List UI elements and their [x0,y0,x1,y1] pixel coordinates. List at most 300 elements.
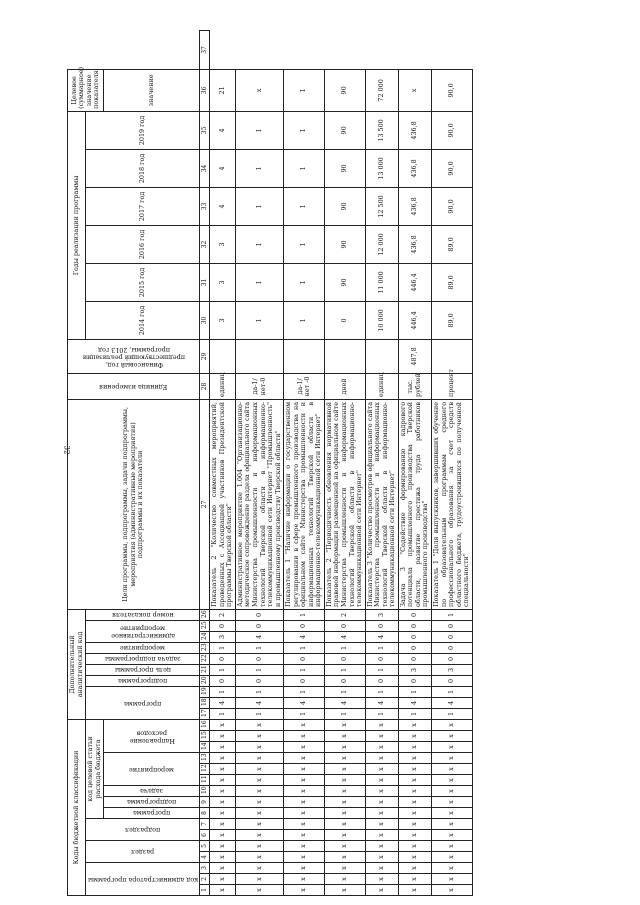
code-cell: 0 [210,675,236,686]
code-cell: х [398,719,431,730]
target-final-header: Целевое (суммарное) значение показателя [68,69,104,111]
year-value-cell: 13 000 [365,149,398,187]
code-cell: х [284,764,325,775]
code-cell: х [432,764,473,775]
target-value-cell: 1 [284,69,325,111]
year-value-cell: 90 [324,149,365,187]
year-value-cell: 1 [235,187,283,225]
code-cell: х [324,797,365,808]
code-cell: х [432,753,473,764]
code-cell: 4 [324,697,365,708]
unit-cell: процент [432,373,473,399]
code-cell: 1 [210,642,236,653]
value-header: значение [104,69,200,111]
code-cell: 4 [210,697,236,708]
code-cell: х [324,830,365,841]
code-cell: 1 [432,609,473,620]
code-cell: х [432,841,473,852]
year-value-cell: 90,0 [432,111,473,149]
code-cell: х [284,874,325,885]
code-cell: х [398,764,431,775]
code-cell: 4 [284,697,325,708]
code-cell: х [284,797,325,808]
code-cell: х [432,742,473,753]
code-cell: х [432,775,473,786]
column-number: 7 [200,819,210,830]
code-cell: х [324,764,365,775]
code-cell: х [324,885,365,896]
year-value-cell: 90 [324,111,365,149]
unit-cell: единиц [365,373,398,399]
code-cell: 2 [324,609,365,620]
indicator-text: Показатель 2 "Количество совместных мероприятий, проведенных с Ассоциацией участников Президентской программы Тверской области" [210,399,236,609]
column-number: 30 [200,301,210,339]
code-cell: х [324,731,365,742]
year-value-cell: 12 500 [365,187,398,225]
code-cell: х [432,874,473,885]
code-cell: х [210,775,236,786]
column-numbers-row [200,31,210,896]
code-cell: х [432,786,473,797]
code-cell: 0 [365,675,398,686]
column-number: 4 [200,852,210,863]
prog-goal-header: цель программы [114,665,171,674]
code-cell: х [365,786,398,797]
target-value-cell: 90 [324,69,365,111]
code-cell: х [284,852,325,863]
code-cell: х [398,753,431,764]
code-cell: 1 [365,642,398,653]
code-cell: х [398,830,431,841]
code-cell: х [398,775,431,786]
code-cell: х [365,863,398,874]
code-cell: х [324,719,365,730]
year-value-cell: 4 [210,111,236,149]
code-cell: х [365,719,398,730]
event-header: мероприятие [129,765,175,774]
unit-cell: единиц [210,373,236,399]
code-cell: х [324,786,365,797]
code-cell: 0 [398,631,431,642]
indicator-no-header: номер показателя [111,610,174,619]
code-cell: х [210,808,236,819]
column-number: 27 [200,399,210,609]
code-cell: х [235,764,283,775]
code-cell: х [284,841,325,852]
code-cell: х [235,819,283,830]
code-cell: х [235,786,283,797]
column-number: 21 [200,664,210,675]
code-cell: 0 [365,653,398,664]
code-cell: х [210,786,236,797]
code-cell: 3 [432,664,473,675]
code-cell: х [365,731,398,742]
code-cell: 0 [432,675,473,686]
code-cell: х [284,885,325,896]
year-value-cell: 1 [284,263,325,301]
goals-header: Цели программы, подпрограммы, задачи подпрограммы, мероприятия (административные мероприятия) подпрограммы и их показатели [68,399,200,609]
year-value-cell: 3 [210,263,236,301]
code-cell: 1 [324,664,365,675]
year-value-cell: 90,0 [432,187,473,225]
code-cell: 2 [210,609,236,620]
year-value-cell: 1 [284,111,325,149]
code-cell: 1 [324,686,365,697]
program-header: программа [133,809,171,817]
code-cell: 3 [210,631,236,642]
code-cell: х [284,753,325,764]
column-number: 12 [200,764,210,775]
target-value-cell: 90,0 [432,69,473,111]
indicator-text: Показатель 1 "Наличие информации о государственном регулировании в сфере промышленного производства на официальном сайте Министерства промышленности и информационных технологий Тверской области в информационно-телекоммуникационной сети Интернет" [284,399,325,609]
table-row [324,31,365,896]
code-cell: х [324,841,365,852]
subsection-header: подраздел [125,826,161,835]
target-value-cell: 21 [210,69,236,111]
column-number: 31 [200,263,210,301]
code-cell: х [398,885,431,896]
column-number: 10 [200,786,210,797]
subprog-header: подпрограмма [118,676,168,685]
column-number: 5 [200,841,210,852]
code-cell: х [432,852,473,863]
code-cell: 0 [235,675,283,686]
column-number: 28 [200,373,210,399]
code-cell: 4 [324,631,365,642]
code-cell: 0 [324,620,365,631]
code-cell: х [235,797,283,808]
code-cell: х [365,808,398,819]
code-cell: 0 [432,642,473,653]
code-cell: х [324,852,365,863]
column-number: 32 [200,225,210,263]
code-cell: 0 [432,620,473,631]
code-cell: 0 [324,675,365,686]
code-cell: 1 [365,686,398,697]
code-cell: х [210,852,236,863]
code-cell: х [365,852,398,863]
column-number: 24 [200,631,210,642]
year-value-cell: 1 [284,187,325,225]
budget-classification-header: Коды бюджетной классификации [68,719,86,895]
code-cell: х [235,885,283,896]
code-cell: 1 [284,609,325,620]
year-value-cell: 1 [235,263,283,301]
target-value-cell: х [235,69,283,111]
code-cell: х [235,719,283,730]
unit-cell: дней [324,373,365,399]
code-cell: х [284,786,325,797]
code-cell: х [365,764,398,775]
code-cell: 1 [365,708,398,719]
column-number: 1 [200,885,210,896]
page-number: 32 [62,445,71,455]
code-cell: 1 [284,664,325,675]
code-cell: х [235,731,283,742]
code-cell: х [365,830,398,841]
year-2019: 2019 год [86,111,200,149]
code-cell: х [235,863,283,874]
code-cell: х [235,808,283,819]
code-cell: х [324,742,365,753]
code-cell: х [365,885,398,896]
code-cell: х [284,830,325,841]
code-cell: 0 [398,620,431,631]
year-value-cell: 436,8 [398,225,431,263]
code-cell: х [210,764,236,775]
column-number: 37 [200,31,210,70]
code-cell: х [324,753,365,764]
code-cell: 0 [398,642,431,653]
column-number: 11 [200,775,210,786]
code-cell: 0 [324,653,365,664]
column-number: 29 [200,339,210,373]
table-row [235,31,283,896]
unit-header: Единица измерения [99,383,168,392]
target-value-cell: 72 000 [365,69,398,111]
code-cell: 4 [284,631,325,642]
code-cell: х [284,742,325,753]
code-cell: 1 [432,708,473,719]
code-cell: 0 [235,620,283,631]
code-cell: х [284,819,325,830]
code-cell: х [210,731,236,742]
year-value-cell: 11 000 [365,263,398,301]
column-number: 20 [200,675,210,686]
code-cell: х [210,841,236,852]
year-value-cell: 3 [210,301,236,339]
year-value-cell: 436,8 [398,187,431,225]
code-cell: 1 [324,708,365,719]
code-cell: 1 [365,664,398,675]
column-number: 23 [200,642,210,653]
year-value-cell: 4 [210,149,236,187]
code-cell: х [432,808,473,819]
code-cell: х [210,753,236,764]
year-value-cell: 13 500 [365,111,398,149]
indicator-text: Показатель 3 "Количество просмотров официального сайта Министерства промышленности и информационных технологий Тверской области в информационно-телекоммуникационной сети Интернет" [365,399,398,609]
code-cell: 4 [235,631,283,642]
code-cell: х [398,863,431,874]
column-number: 15 [200,731,210,742]
column-number: 16 [200,719,210,730]
table-row [365,31,398,896]
code-cell: х [210,863,236,874]
code-cell: 4 [365,631,398,642]
year-value-cell: 3 [210,225,236,263]
code-cell: х [398,808,431,819]
column-number: 13 [200,753,210,764]
column-number: 17 [200,708,210,719]
code-cell: 1 [284,686,325,697]
code-cell: 1 [235,686,283,697]
code-cell: 1 [235,708,283,719]
program-indicators-table [67,30,473,896]
column-number: 34 [200,149,210,187]
code-cell: х [324,819,365,830]
code-cell: х [365,753,398,764]
column-number: 25 [200,620,210,631]
code-cell: х [284,719,325,730]
code-cell: х [432,719,473,730]
code-cell: х [324,874,365,885]
year-value-cell: 90 [324,225,365,263]
year-value-cell: 446,4 [398,263,431,301]
code-cell: 3 [398,664,431,675]
prog-header: программа [124,699,162,708]
code-cell: х [432,863,473,874]
code-cell: 1 [210,664,236,675]
fin-year-cell [365,339,398,373]
code-cell: 1 [284,642,325,653]
code-cell: 1 [324,642,365,653]
task-header: задача [140,787,164,795]
target-value-cell: х [398,69,431,111]
year-value-cell: 89,0 [432,225,473,263]
year-value-cell: 89,0 [432,263,473,301]
expense-direction-header: Направление расходов [129,729,175,745]
column-number: 19 [200,686,210,697]
code-cell: 4 [398,697,431,708]
column-number: 9 [200,797,210,808]
table-row [398,31,431,896]
column-number: 14 [200,742,210,753]
code-cell: 0 [235,609,283,620]
code-cell: 1 [210,708,236,719]
code-cell: 1 [284,708,325,719]
code-cell: х [324,775,365,786]
code-cell: х [365,797,398,808]
code-cell: х [210,830,236,841]
code-cell: 1 [235,664,283,675]
code-cell: х [398,874,431,885]
code-cell: 4 [235,697,283,708]
column-number: 18 [200,697,210,708]
code-cell: х [365,819,398,830]
column-number: 33 [200,187,210,225]
code-cell: х [210,885,236,896]
fin-year-cell [235,339,283,373]
year-2018: 2018 год [86,149,200,187]
year-2016: 2016 год [86,225,200,263]
code-cell: 0 [398,653,431,664]
code-cell: х [284,775,325,786]
year-value-cell: 1 [235,301,283,339]
code-cell: 0 [398,609,431,620]
year-value-cell: 1 [235,225,283,263]
unit-cell: да-1/ нет -0 [284,373,325,399]
column-number: 2 [200,874,210,885]
code-cell: х [432,731,473,742]
code-cell: 1 [210,686,236,697]
code-cell: х [284,863,325,874]
fin-year-cell: 487,8 [398,339,431,373]
code-cell: х [210,874,236,885]
event-col-header: мероприятие [120,643,166,652]
code-cell: х [210,819,236,830]
code-cell: х [398,797,431,808]
unit-cell: да-1/ нет-0 [235,373,283,399]
year-value-cell: 1 [284,301,325,339]
year-value-cell: 12 000 [365,225,398,263]
code-cell: х [284,808,325,819]
code-cell: х [235,775,283,786]
years-header: Годы реализации программы [68,111,86,339]
code-cell: 0 [235,653,283,664]
code-cell: 0 [365,620,398,631]
code-cell: 0 [398,675,431,686]
code-cell: х [235,830,283,841]
code-cell: 1 [432,686,473,697]
year-value-cell: 1 [235,149,283,187]
year-value-cell: 0 [324,301,365,339]
code-cell: х [398,742,431,753]
code-cell: х [432,885,473,896]
code-cell: х [284,731,325,742]
code-cell: х [324,808,365,819]
code-cell: х [432,830,473,841]
year-2015: 2015 год [86,263,200,301]
code-cell: 1 [398,686,431,697]
code-cell: х [365,841,398,852]
column-number: 6 [200,830,210,841]
code-cell: 3 [365,609,398,620]
code-cell: 1 [235,642,283,653]
code-cell: х [210,742,236,753]
fin-year-cell [324,339,365,373]
indicator-text: Показатель 1 "Доля выпускников, завершивших обучение по образовательным программам среднего профессионального образования за счет средств областного бюджета, трудоустроившихся по полученной специальности" [432,399,473,609]
column-number: 36 [200,69,210,111]
code-cell: х [324,863,365,874]
column-number: 8 [200,808,210,819]
code-cell: х [365,742,398,753]
year-value-cell: 436,8 [398,149,431,187]
year-value-cell: 1 [284,225,325,263]
code-cell: 0 [210,620,236,631]
code-cell: 4 [432,697,473,708]
code-cell: х [235,753,283,764]
code-cell: х [398,819,431,830]
code-cell: х [235,742,283,753]
code-cell: 0 [284,620,325,631]
section-header: раздел [131,848,155,857]
year-value-cell: 436,8 [398,111,431,149]
code-cell: х [365,775,398,786]
code-cell: 0 [284,653,325,664]
indicator-text: Задача 3 "Содействие формированию кадрового потенциала промышленного производства Тверской области, развитие престижа труда работников промышленного производства" [398,399,431,609]
column-number: 3 [200,863,210,874]
year-value-cell: 1 [235,111,283,149]
year-value-cell: 446,4 [398,301,431,339]
target-article-header: код целевой статьи расхода бюджета [86,719,104,818]
code-cell: х [365,874,398,885]
column-number: 22 [200,653,210,664]
fin-year-header: Финансовый год, предшествующий реализации программы, 2013 год [82,345,185,369]
year-2014: 2014 год [86,301,200,339]
column-number: 26 [200,609,210,620]
code-cell: х [432,819,473,830]
fin-year-cell [284,339,325,373]
indicator-text: Показатель 2 "Периодичность обновления нормативной правовой информации размещенной на официальном сайте Министерства промышленности и информационных технологий Тверской области в информационно-телекоммуникационной сети Интернет" [324,399,365,609]
code-cell: 0 [432,653,473,664]
code-cell: х [235,874,283,885]
rotated-page [67,30,634,896]
unit-cell: тыс. рублей [398,373,431,399]
code-cell: 1 [398,708,431,719]
code-cell: х [235,852,283,863]
code-cell: х [398,786,431,797]
year-value-cell: 4 [210,187,236,225]
